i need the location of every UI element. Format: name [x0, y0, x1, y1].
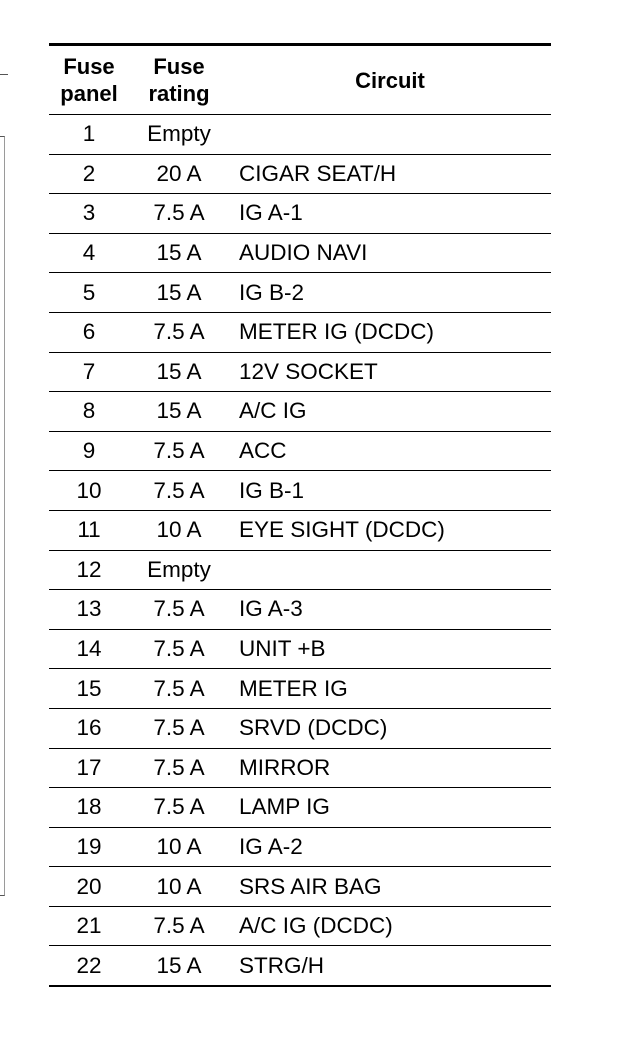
header-fuse-rating-line2: rating	[148, 81, 210, 106]
fuse-rating-cell: 7.5 A	[153, 596, 205, 622]
fuse-rating-cell: 7.5 A	[153, 319, 205, 345]
fuse-panel-cell: 10	[76, 477, 102, 503]
fuse-rating-cell: 20 A	[156, 160, 202, 186]
fuse-rating-cell: 15 A	[156, 358, 202, 384]
table-row	[49, 669, 551, 709]
circuit-cell: METER IG (DCDC)	[239, 319, 434, 345]
fuse-rating-cell: 7.5 A	[153, 794, 205, 820]
fuse-panel-cell: 1	[82, 121, 96, 147]
fuse-panel-cell: 3	[82, 200, 96, 226]
fuse-panel-cell: 13	[76, 596, 102, 622]
fuse-rating-cell: Empty	[147, 556, 211, 582]
circuit-cell: CIGAR SEAT/H	[239, 160, 397, 186]
header-circuit: Circuit	[355, 67, 425, 93]
fuse-table-body	[49, 115, 551, 987]
circuit-cell: MIRROR	[239, 754, 331, 780]
header-fuse-rating-line1: Fuse	[153, 54, 205, 79]
table-row	[49, 471, 551, 511]
circuit-cell: UNIT +B	[239, 636, 326, 662]
table-row	[49, 312, 551, 352]
fuse-rating-cell: 10 A	[156, 833, 202, 859]
fuse-panel-cell: 19	[76, 833, 102, 859]
table-row	[49, 827, 551, 867]
circuit-cell: EYE SIGHT (DCDC)	[239, 517, 445, 543]
circuit-cell: SRS AIR BAG	[239, 873, 382, 899]
fuse-rating-cell: 15 A	[156, 952, 202, 978]
fuse-rating-cell: 7.5 A	[153, 754, 205, 780]
fuse-panel-cell: 14	[76, 636, 102, 662]
fuse-panel-cell: 20	[76, 873, 102, 899]
fuse-rating-cell: 7.5 A	[153, 477, 205, 503]
fuse-table	[49, 43, 551, 987]
circuit-cell: IG A-2	[239, 833, 303, 859]
circuit-cell: IG B-1	[239, 477, 305, 503]
circuit-cell	[229, 115, 551, 155]
table-row	[49, 273, 551, 313]
fuse-panel-cell: 4	[82, 240, 96, 266]
fuse-rating-cell: 7.5 A	[153, 715, 205, 741]
circuit-cell: AUDIO NAVI	[239, 240, 368, 266]
fuse-rating-cell: 15 A	[156, 240, 202, 266]
header-fuse-panel-line2: panel	[60, 81, 118, 106]
table-row	[49, 431, 551, 471]
fuse-panel-cell: 12	[76, 556, 102, 582]
fuse-panel-cell: 9	[82, 438, 96, 464]
table-row	[49, 590, 551, 630]
circuit-cell: 12V SOCKET	[239, 358, 378, 384]
fuse-panel-cell: 2	[82, 160, 96, 186]
table-row	[49, 550, 551, 590]
fuse-rating-cell: Empty	[147, 121, 211, 147]
table-row	[49, 154, 551, 194]
table-row	[49, 510, 551, 550]
adjacent-page-frame	[0, 136, 5, 896]
circuit-cell: IG A-1	[239, 200, 303, 226]
fuse-panel-cell: 7	[82, 358, 96, 384]
fuse-panel-cell: 6	[82, 319, 96, 345]
circuit-cell: LAMP IG	[239, 794, 330, 820]
fuse-panel-cell: 15	[76, 675, 102, 701]
fuse-panel-cell: 21	[76, 913, 102, 939]
table-row	[49, 392, 551, 432]
circuit-cell: A/C IG	[239, 398, 307, 424]
table-row	[49, 629, 551, 669]
fuse-rating-cell: 7.5 A	[153, 675, 205, 701]
fuse-rating-cell: 7.5 A	[153, 438, 205, 464]
header-fuse-rating	[129, 45, 229, 115]
fuse-rating-cell: 7.5 A	[153, 200, 205, 226]
table-row	[49, 748, 551, 788]
adjacent-page-rule	[0, 74, 8, 75]
circuit-cell: IG B-2	[239, 279, 305, 305]
table-row	[49, 708, 551, 748]
circuit-cell: IG A-3	[239, 596, 303, 622]
table-row	[49, 352, 551, 392]
circuit-cell: A/C IG (DCDC)	[239, 913, 393, 939]
circuit-cell	[229, 550, 551, 590]
fuse-panel-cell: 8	[82, 398, 96, 424]
fuse-rating-cell: 10 A	[156, 517, 202, 543]
circuit-cell: ACC	[239, 438, 287, 464]
fuse-panel-cell: 17	[76, 754, 102, 780]
table-row	[49, 233, 551, 273]
fuse-panel-cell: 18	[76, 794, 102, 820]
fuse-panel-cell: 11	[77, 517, 101, 543]
table-row	[49, 194, 551, 234]
header-fuse-panel	[49, 45, 129, 115]
fuse-table-header	[49, 45, 551, 115]
table-row	[49, 906, 551, 946]
fuse-rating-cell: 7.5 A	[153, 913, 205, 939]
fuse-rating-cell: 15 A	[156, 279, 202, 305]
table-row	[49, 867, 551, 907]
table-row	[49, 788, 551, 828]
header-row	[49, 45, 551, 115]
table-row	[49, 946, 551, 986]
fuse-rating-cell: 15 A	[156, 398, 202, 424]
circuit-cell: STRG/H	[239, 952, 325, 978]
fuse-rating-cell: 7.5 A	[153, 636, 205, 662]
table-row	[49, 115, 551, 155]
fuse-panel-cell: 22	[76, 952, 102, 978]
circuit-cell: SRVD (DCDC)	[239, 715, 388, 741]
circuit-cell: METER IG	[239, 675, 348, 701]
header-fuse-panel-line1: Fuse	[63, 54, 115, 79]
fuse-panel-cell: 16	[76, 715, 102, 741]
fuse-rating-cell: 10 A	[156, 873, 202, 899]
fuse-panel-cell: 5	[82, 279, 96, 305]
